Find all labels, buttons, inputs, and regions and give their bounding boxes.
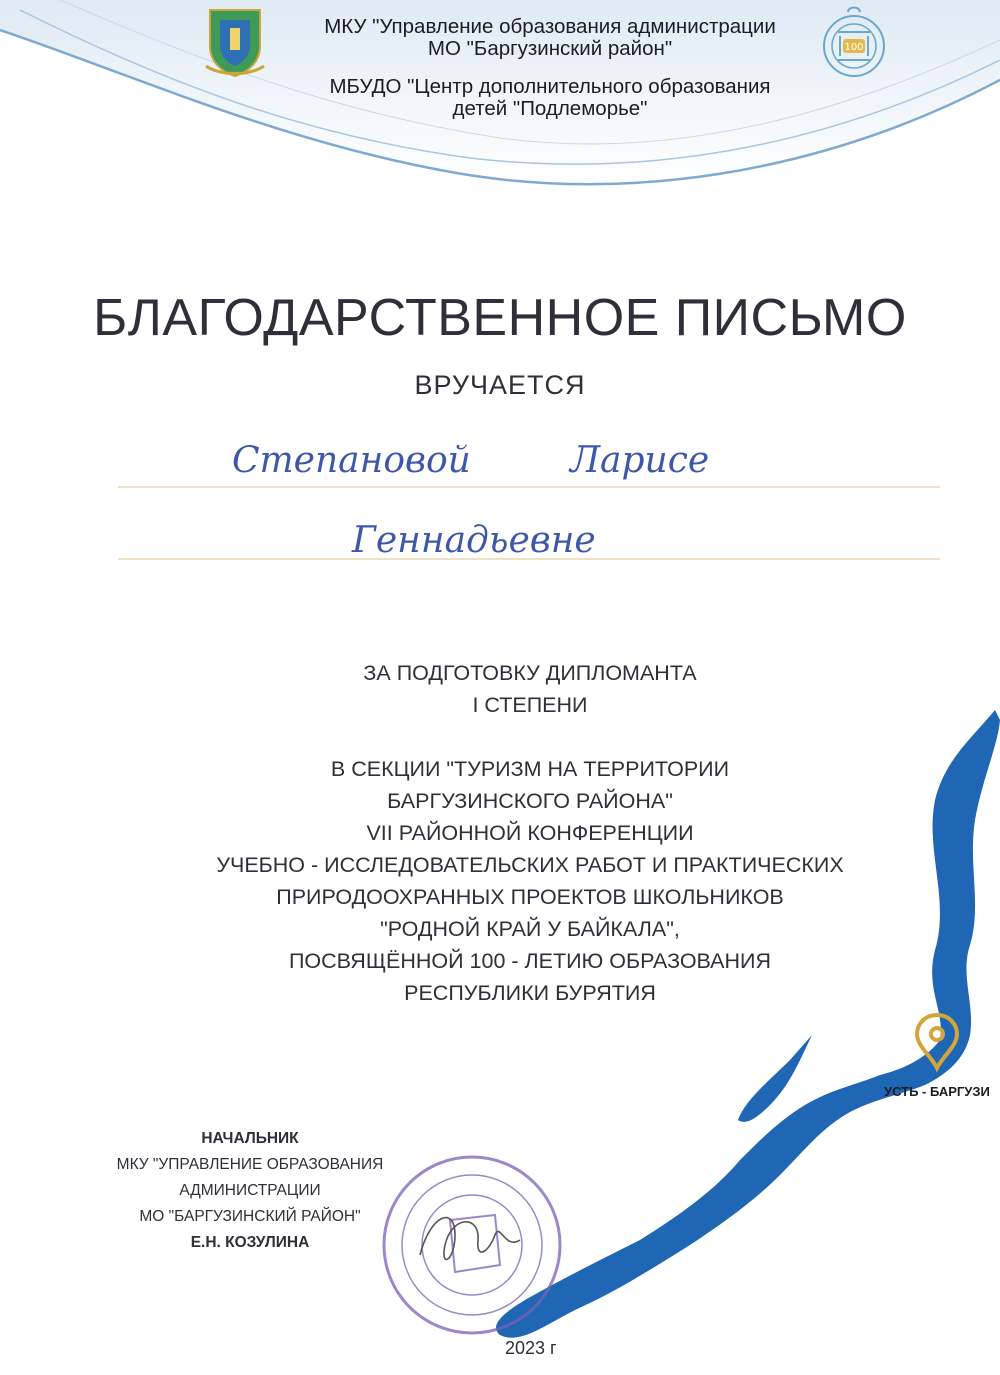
org1-line1: МКУ "Управление образования администрации — [324, 15, 776, 38]
reason-line: VII РАЙОННОЙ КОНФЕРЕНЦИИ — [366, 821, 694, 845]
org1-line2: МО "Баргузинский район" — [427, 37, 673, 60]
recipient-surname: Степановой — [232, 440, 471, 481]
reason-line: ЗА ПОДГОТОВКУ ДИПЛОМАНТА — [363, 661, 697, 685]
org2-line1: МБУДО "Центр дополнительного образования — [329, 75, 771, 98]
signer-org-line: АДМИНИСТРАЦИИ — [179, 1182, 321, 1199]
recipient-first-name: Ларисе — [570, 440, 710, 481]
reason-line: УЧЕБНО - ИССЛЕДОВАТЕЛЬСКИХ РАБОТ И ПРАКТИЧЕСКИХ — [216, 853, 844, 877]
reason-line: ПРИРОДООХРАННЫХ ПРОЕКТОВ ШКОЛЬНИКОВ — [276, 885, 784, 909]
signature-scribble — [420, 1218, 520, 1260]
recipient-patronymic: Геннадьевне — [352, 520, 596, 561]
org2-line2: детей "Подлеморье" — [452, 97, 648, 120]
co-organization — [270, 76, 830, 120]
reason-line: "РОДНОЙ КРАЙ У БАЙКАЛА", — [380, 917, 680, 941]
awarded-label: ВРУЧАЕТСЯ — [414, 370, 586, 400]
reason-line: I СТЕПЕНИ — [472, 693, 588, 717]
reason-line: В СЕКЦИИ "ТУРИЗМ НА ТЕРРИТОРИИ — [330, 757, 730, 781]
signer-name: Е.Н. КОЗУЛИНА — [190, 1234, 310, 1251]
signer-org-line: МКУ "УПРАВЛЕНИЕ ОБРАЗОВАНИЯ — [116, 1156, 384, 1173]
coat-of-arms-icon — [202, 6, 268, 78]
document-title: БЛАГОДАРСТВЕННОЕ ПИСЬМО — [93, 289, 907, 347]
reason-line: РЕСПУБЛИКИ БУРЯТИЯ — [404, 981, 656, 1005]
award-reason — [110, 657, 950, 1009]
reason-line: БАРГУЗИНСКОГО РАЙОНА" — [387, 789, 673, 813]
signer-org-line: МО "БАРГУЗИНСКИЙ РАЙОН" — [139, 1208, 361, 1225]
issuing-organization — [270, 16, 830, 60]
map-city-label: УСТЬ - БАРГУЗИ — [884, 1084, 990, 1099]
signer-block — [80, 1126, 420, 1256]
reason-line: ПОСВЯЩЁННОЙ 100 - ЛЕТИЮ ОБРАЗОВАНИЯ — [288, 949, 772, 973]
document-year: 2023 г — [505, 1338, 557, 1358]
signer-position: НАЧАЛЬНИК — [201, 1130, 299, 1147]
anniversary-logo-text: 100 — [844, 42, 864, 53]
